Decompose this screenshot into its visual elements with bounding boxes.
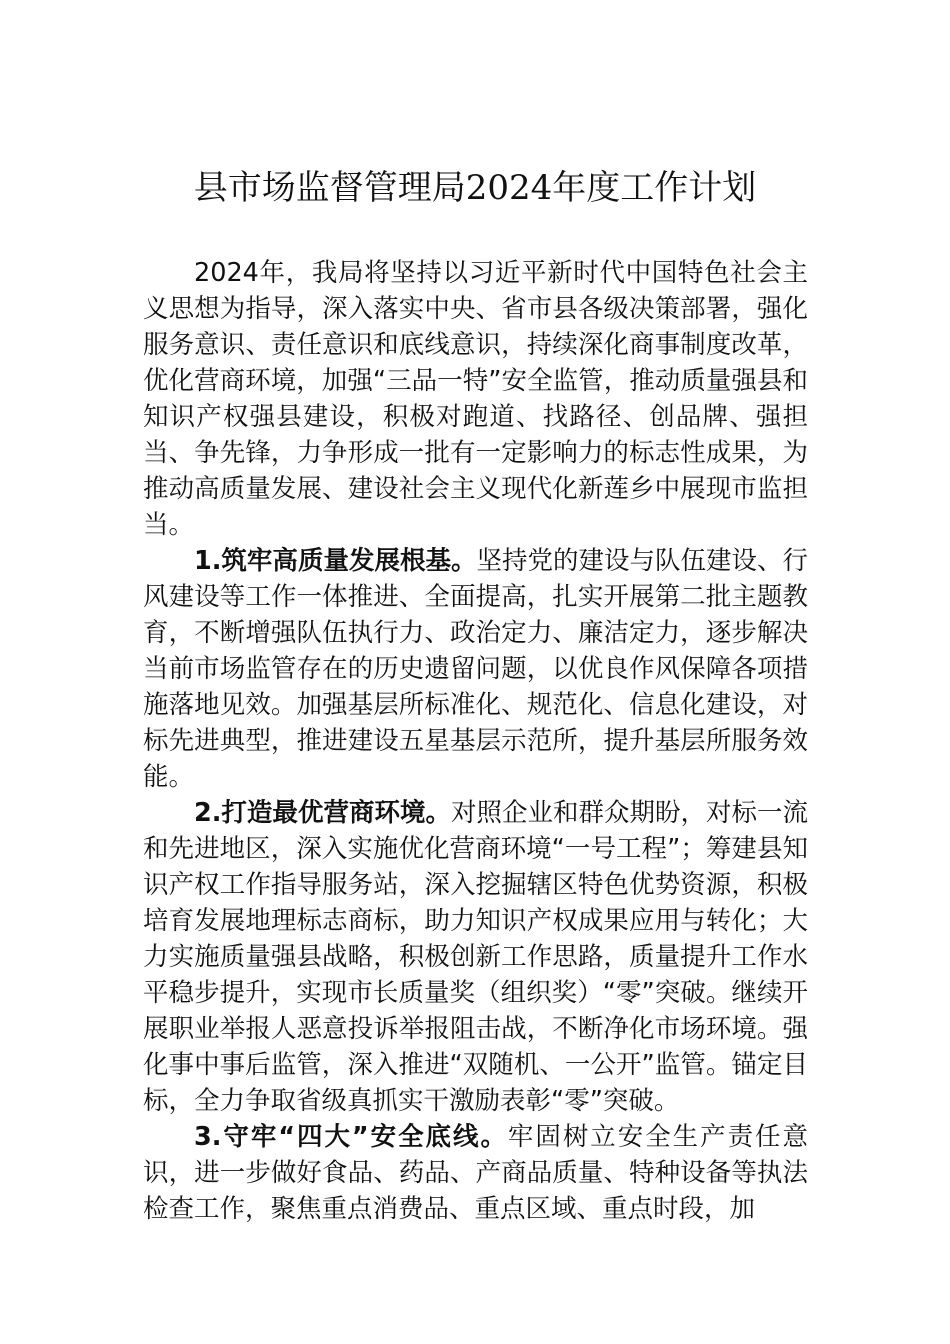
section-text-3: 牢固树立安全生产责任意识，进一步做好食品、药品、产商品质量、特种设备等执法检查工作，聚焦重点消费品、重点区域、重点时段，加 [143,1122,808,1224]
intro-text: 2024年，我局将坚持以习近平新时代中国特色社会主义思想为指导，深入落实中央、省市县各级决策部署，强化服务意识、责任意识和底线意识，持续深化商事制度改革，优化营商环境，加强“三品一特”安全监管，推动质量强县和知识产权强县建设，积极对跑道、找路径、创品牌、强担当、争先锋，力争形成一批有一定影响力的标志性成果，为推动高质量发展、建设社会主义现代化新莲乡中展现市监担当。 [143,258,808,540]
section-paragraph-2 [143,795,808,1119]
section-text-2: 对照企业和群众期盼，对标一流和先进地区，深入实施优化营商环境“一号工程”；筹建县知识产权工作指导服务站，深入挖掘辖区特色优势资源，积极培育发展地理标志商标，助力知识产权成果应用与转化；大力实施质量强县战略，积极创新工作思路，质量提升工作水平稳步提升，实现市长质量奖（组织奖）“零”突破。继续开展职业举报人恶意投诉举报阻击战，不断净化市场环境。强化事中事后监管，深入推进“双随机、一公开”监管。锚定目标，全力争取省级真抓实干激励表彰“零”突破。 [143,798,808,1116]
section-heading-2: 2.打造最优营商环境。 [194,798,451,828]
section-heading-3: 3.守牢“四大”安全底线。 [194,1122,508,1152]
section-paragraph-3 [143,1119,808,1227]
document-title: 县市场监督管理局2024年度工作计划 [193,168,757,208]
section-heading-1: 1.筑牢高质量发展根基。 [194,546,477,576]
section-paragraph-1 [143,543,808,795]
document-body [143,255,808,1227]
section-text-1: 坚持党的建设与队伍建设、行风建设等工作一体推进、全面提高，扎实开展第二批主题教育，不断增强队伍执行力、政治定力、廉洁定力，逐步解决当前市场监管存在的历史遗留问题，以优良作风保障各项措施落地见效。加强基层所标准化、规范化、信息化建设，对标先进典型，推进建设五星基层示范所，提升基层所服务效能。 [143,546,808,792]
intro-paragraph [143,255,808,543]
